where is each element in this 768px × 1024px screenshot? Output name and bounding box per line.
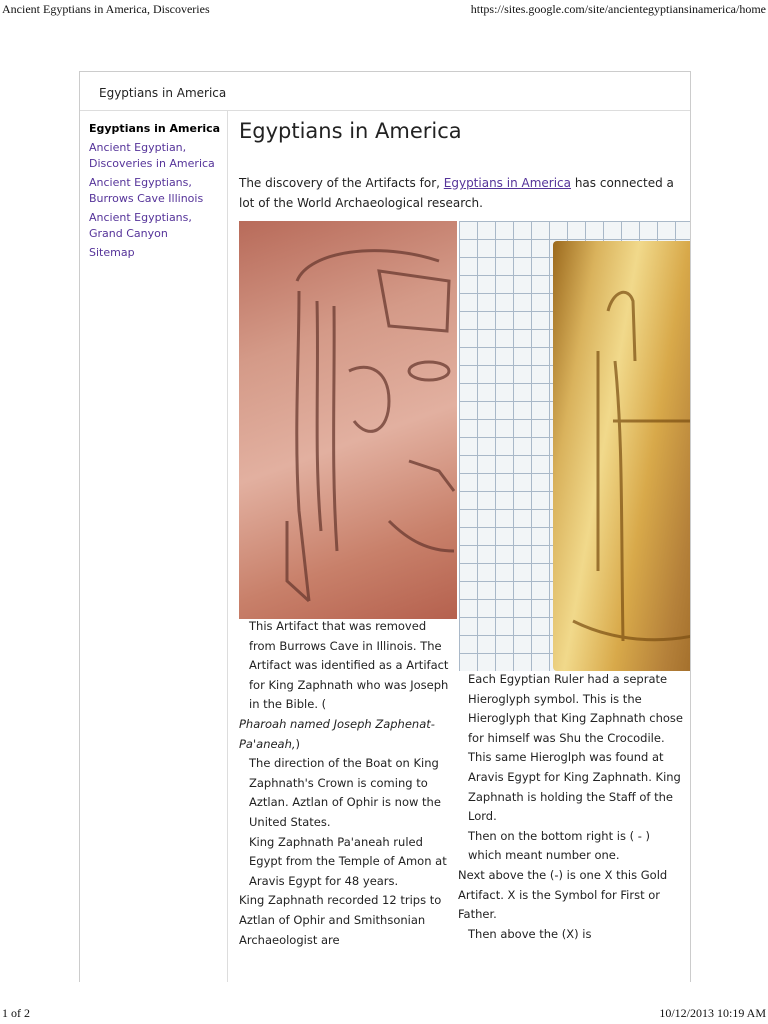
right-paragraph-2: This same Hierogl​ph was found at Aravis Egypt for King Zaphnath. King Zaphnath is holding the Staff of the Lord.	[468, 750, 681, 824]
print-footer	[0, 1006, 768, 1024]
site-container	[79, 71, 691, 982]
left-p1-text: This Artifact that was removed from Burrows Cave in Illinois. The Artifact was identified as a Artifact for King Zaphnath who was Joseph in the Bible. (	[249, 619, 449, 712]
gold-artifact	[553, 241, 691, 671]
artifact-photo-gold-plate	[459, 221, 691, 671]
page-title: Egyptians in America	[239, 119, 462, 143]
right-column-text	[458, 670, 683, 944]
sidebar-item-sitemap[interactable]: Sitemap	[89, 246, 135, 259]
left-paragraph-1	[239, 617, 449, 715]
sidebar-item-burrows-cave[interactable]: Ancient Egyptians, Burrows Cave Illinois	[89, 176, 204, 205]
site-header	[80, 72, 690, 111]
page-count: 1 of 2	[2, 1006, 30, 1020]
sidebar-item-discoveries-in-america[interactable]: Ancient Egyptian, Discoveries in America	[89, 141, 215, 170]
sidebar-item-grand-canyon[interactable]: Ancient Egyptians, Grand Canyon	[89, 211, 192, 240]
intro-text-after: has connected a lot of the World Archaeological research.	[239, 176, 674, 210]
left-paragraph-2: The direction of the Boat on King Zaphnath's Crown is coming to Aztlan. Aztlan of Ophir is now the United States.	[249, 756, 441, 829]
main-content	[239, 111, 690, 982]
left-p1-end: )	[295, 736, 301, 751]
right-paragraph-4: Next above the (-) is one X this Gold Artifact. X is the Symbol for First or Father.	[458, 867, 668, 922]
right-paragraph-1: Each Egyptian Ruler had a seprate Hieroglyph symbol. This is the Hieroglyph that King Zaphnath chose for himself was Shu the Crocodile.	[468, 672, 683, 745]
intro-text-before: The discovery of the Artifacts for,	[239, 176, 444, 190]
print-header	[0, 0, 768, 20]
gold-figure-sketch	[553, 241, 691, 671]
left-p1-italic-text: Pharoah named Joseph Zaphenat-Pa'aneah,	[239, 716, 435, 751]
intro-paragraph	[239, 173, 684, 213]
pharaoh-sketch	[239, 221, 457, 619]
sidebar-item-egyptians-in-america[interactable]: Egyptians in America	[89, 122, 221, 135]
artifact-photo-pharaoh	[239, 221, 457, 619]
left-column-text	[239, 617, 449, 950]
left-paragraph-3: King Zaphnath Pa'aneah ruled Egypt from the Temple of Amon at Aravis Egypt for 48 years.	[249, 834, 447, 888]
right-paragraph-5: Then above the (X) is	[468, 926, 592, 941]
site-title[interactable]: Egyptians in America	[99, 86, 227, 100]
sidebar-nav	[80, 111, 227, 261]
sidebar	[80, 111, 228, 982]
intro-link[interactable]: Egyptians in America	[443, 176, 572, 190]
left-paragraph-4: King Zaphnath recorded 12 trips to Aztlan of Ophir and Smithsonian Archaeologist are	[239, 893, 442, 947]
right-paragraph-3: Then on the bottom right is ( - ) which meant number one.	[468, 828, 651, 863]
print-timestamp: 10/12/2013 10:19 AM	[659, 1006, 766, 1020]
print-title: Ancient Egyptians in America, Discoveries	[2, 2, 210, 16]
print-url: https://sites.google.com/site/ancientegyptiansinamerica/home	[470, 2, 766, 16]
left-paragraph-1-italic	[239, 715, 449, 754]
